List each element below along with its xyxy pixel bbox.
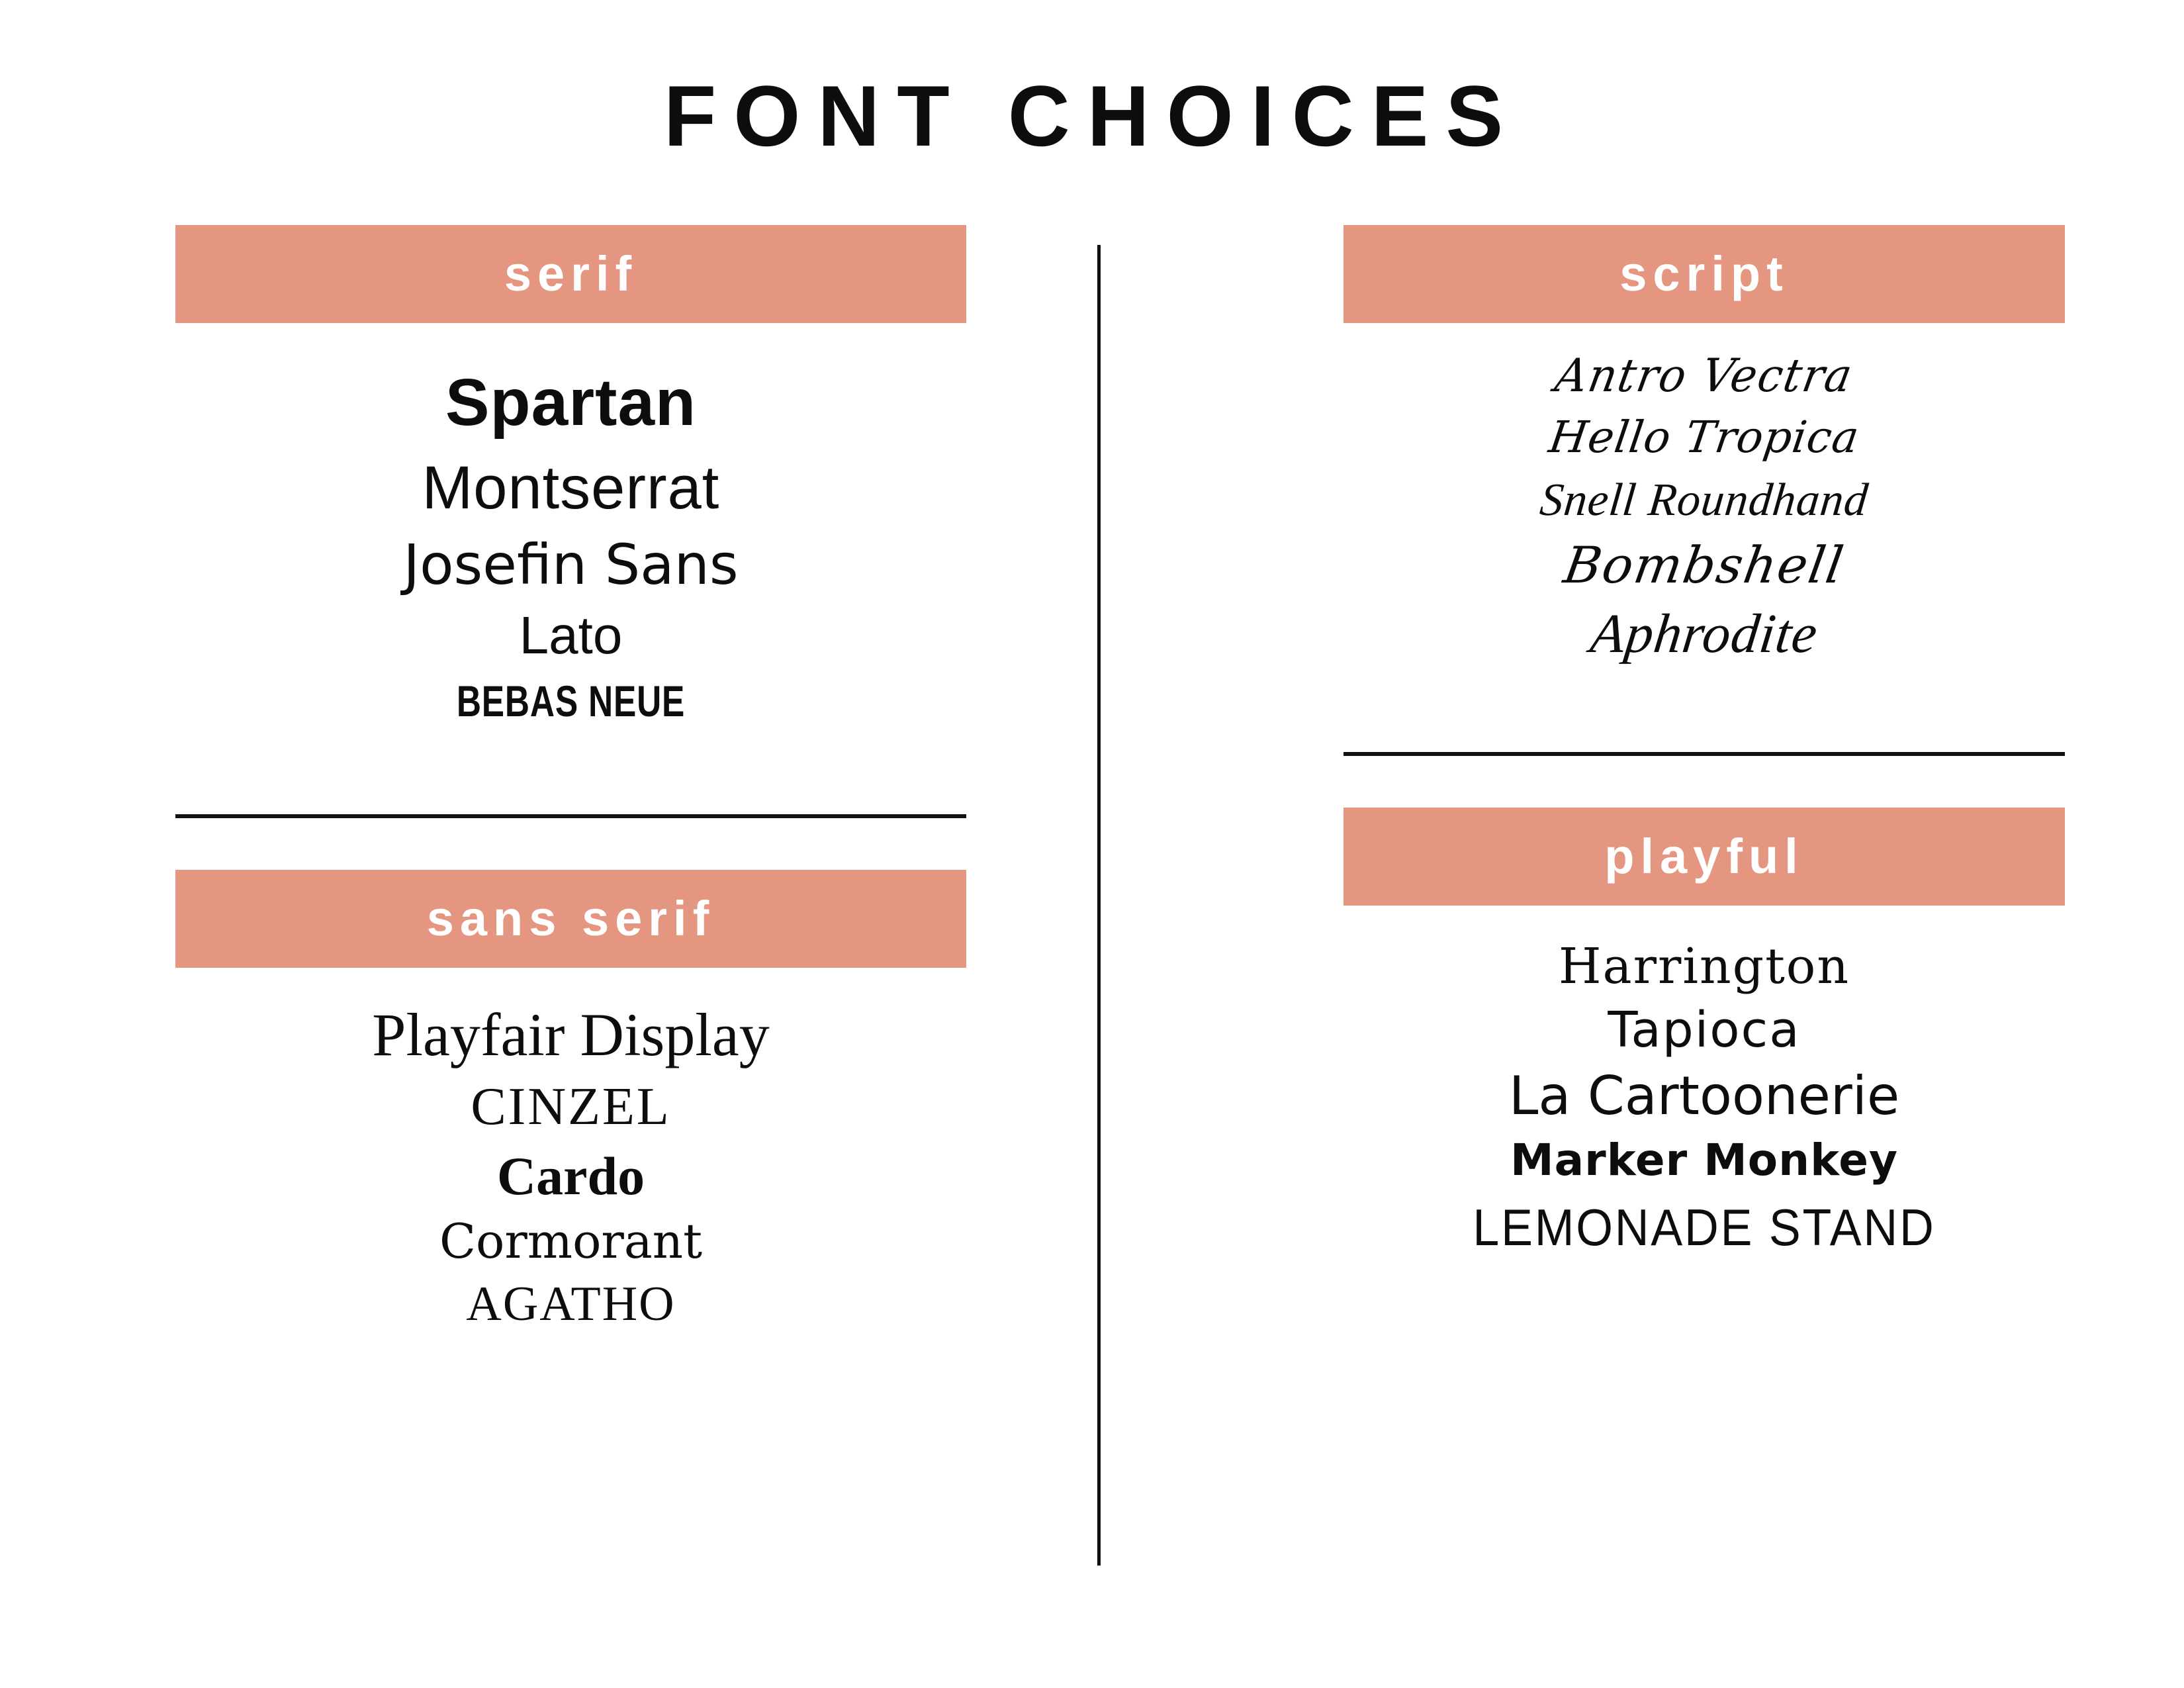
left-gap-spacer bbox=[175, 727, 966, 814]
list-item: Tapioca bbox=[1608, 1002, 1801, 1058]
list-item: Montserrat bbox=[422, 454, 720, 522]
list-item: Snell Roundhand bbox=[1537, 475, 1871, 526]
list-item: La Cartoonerie bbox=[1508, 1064, 1900, 1127]
list-item: Aphrodite bbox=[1587, 602, 1821, 665]
section-header-serif bbox=[175, 225, 966, 323]
list-item: Bombshell bbox=[1560, 536, 1849, 595]
section-label-script: script bbox=[1619, 246, 1789, 301]
font-list-sans-serif bbox=[175, 968, 966, 1333]
section-header-script bbox=[1343, 225, 2065, 323]
right-column bbox=[1092, 225, 2184, 1589]
list-item: Lato bbox=[519, 606, 623, 665]
list-item: BEBAS NEUE bbox=[456, 676, 686, 726]
list-item: Marker Monkey bbox=[1510, 1134, 1899, 1186]
list-item: Hello Tropica bbox=[1545, 411, 1863, 463]
list-item: Cormorant bbox=[439, 1213, 703, 1270]
font-list-serif bbox=[175, 323, 966, 727]
section-label-playful: playful bbox=[1604, 829, 1804, 884]
list-item: Cardo bbox=[496, 1146, 645, 1207]
list-item: Spartan bbox=[445, 365, 697, 440]
list-item: LEMONADE STAND bbox=[1473, 1198, 1936, 1257]
right-gap-spacer bbox=[1343, 665, 2065, 752]
section-serif bbox=[175, 225, 966, 727]
list-item: Playfair Display bbox=[372, 1000, 770, 1068]
section-label-serif: serif bbox=[504, 246, 638, 301]
list-item: CINZEL bbox=[471, 1078, 671, 1137]
section-label-sans-serif: sans serif bbox=[426, 890, 715, 946]
left-column bbox=[0, 225, 1092, 1589]
section-playful bbox=[1343, 808, 2065, 1257]
page-title: FONT CHOICES bbox=[663, 68, 1521, 164]
left-gap-spacer-2 bbox=[175, 818, 966, 870]
list-item: Josefin Sans bbox=[403, 532, 739, 597]
section-script bbox=[1343, 225, 2065, 665]
font-list-playful bbox=[1343, 906, 2065, 1257]
section-header-sans-serif bbox=[175, 870, 966, 968]
list-item: AGATHO bbox=[466, 1276, 676, 1331]
font-list-script bbox=[1343, 323, 2065, 665]
list-item: Harrington bbox=[1558, 938, 1850, 996]
section-header-playful bbox=[1343, 808, 2065, 906]
section-sans-serif bbox=[175, 870, 966, 1333]
right-gap-spacer-2 bbox=[1343, 756, 2065, 808]
sections-grid bbox=[0, 225, 2184, 1589]
list-item: Antro Vectra bbox=[1551, 349, 1858, 402]
